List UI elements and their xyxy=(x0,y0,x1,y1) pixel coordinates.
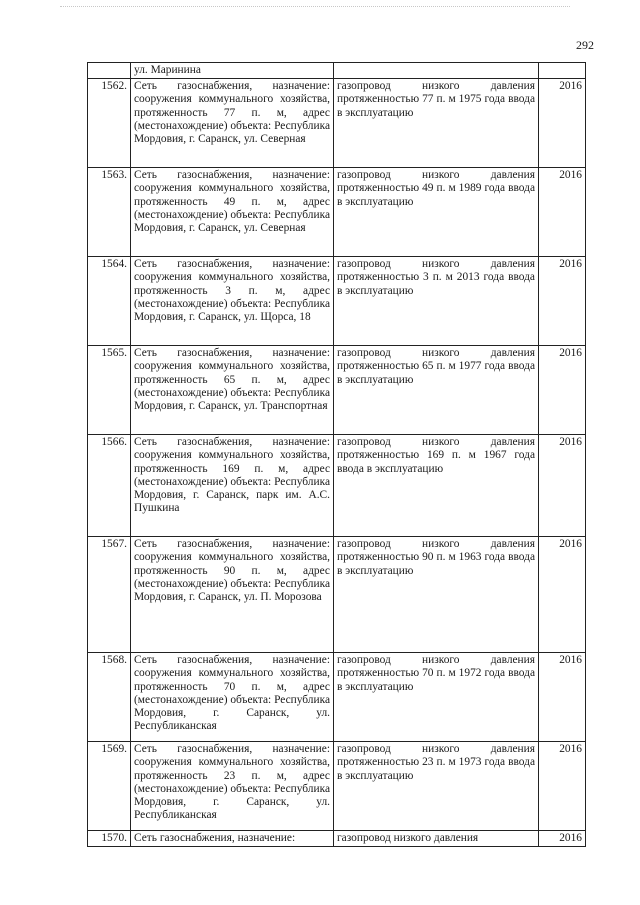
row-number: 1565. xyxy=(88,346,131,435)
object-description: Сеть газоснабжения, назначение: сооружения коммунального хозяйства, протяженность 70 п. м, адрес (местонахождение) объекта: Республика Мордовия, г. Саранск, ул. Республиканская xyxy=(131,653,334,742)
row-number: 1562. xyxy=(88,79,131,168)
table-row xyxy=(88,346,586,435)
table-row xyxy=(88,435,586,537)
object-characteristics: газопровод низкого давления протяженностью 65 п. м 1977 года ввода в эксплуатацию xyxy=(334,346,539,435)
object-description: Сеть газоснабжения, назначение: сооружения коммунального хозяйства, протяженность 77 п. м, адрес (местонахождение) объекта: Республика Мордовия, г. Саранск, ул. Северная xyxy=(131,79,334,168)
year-cell xyxy=(539,63,586,79)
object-characteristics: газопровод низкого давления протяженностью 169 п. м 1967 года ввода в эксплуатацию xyxy=(334,435,539,537)
table-row xyxy=(88,537,586,653)
row-number xyxy=(88,63,131,79)
property-registry-table xyxy=(87,62,586,847)
object-characteristics: газопровод низкого давления протяженностью 3 п. м 2013 года ввода в эксплуатацию xyxy=(334,257,539,346)
object-characteristics xyxy=(334,63,539,79)
year-cell: 2016 xyxy=(539,742,586,831)
row-number: 1570. xyxy=(88,831,131,847)
scan-artifact-line xyxy=(60,6,570,11)
row-number: 1564. xyxy=(88,257,131,346)
year-cell: 2016 xyxy=(539,257,586,346)
object-characteristics: газопровод низкого давления xyxy=(334,831,539,847)
object-characteristics: газопровод низкого давления протяженностью 23 п. м 1973 года ввода в эксплуатацию xyxy=(334,742,539,831)
object-description: Сеть газоснабжения, назначение: сооружения коммунального хозяйства, протяженность 90 п. м, адрес (местонахождение) объекта: Республика Мордовия, г. Саранск, ул. П. Морозова xyxy=(131,537,334,653)
object-characteristics: газопровод низкого давления протяженностью 90 п. м 1963 года ввода в эксплуатацию xyxy=(334,537,539,653)
year-cell: 2016 xyxy=(539,831,586,847)
table-row xyxy=(88,742,586,831)
object-description: Сеть газоснабжения, назначение: сооружения коммунального хозяйства, протяженность 49 п. м, адрес (местонахождение) объекта: Республика Мордовия, г. Саранск, ул. Северная xyxy=(131,168,334,257)
row-number: 1568. xyxy=(88,653,131,742)
row-number: 1569. xyxy=(88,742,131,831)
object-description: ул. Маринина xyxy=(131,63,334,79)
object-description: Сеть газоснабжения, назначение: сооружения коммунального хозяйства, протяженность 65 п. м, адрес (местонахождение) объекта: Республика Мордовия, г. Саранск, ул. Транспортная xyxy=(131,346,334,435)
page-number: 292 xyxy=(576,38,594,52)
year-cell: 2016 xyxy=(539,346,586,435)
year-cell: 2016 xyxy=(539,653,586,742)
object-characteristics: газопровод низкого давления протяженностью 70 п. м 1972 года ввода в эксплуатацию xyxy=(334,653,539,742)
table-row xyxy=(88,168,586,257)
object-description: Сеть газоснабжения, назначение: xyxy=(131,831,334,847)
table-row xyxy=(88,63,586,79)
year-cell: 2016 xyxy=(539,79,586,168)
year-cell: 2016 xyxy=(539,537,586,653)
row-number: 1563. xyxy=(88,168,131,257)
row-number: 1566. xyxy=(88,435,131,537)
table-row xyxy=(88,831,586,847)
object-characteristics: газопровод низкого давления протяженностью 77 п. м 1975 года ввода в эксплуатацию xyxy=(334,79,539,168)
table-row xyxy=(88,653,586,742)
row-number: 1567. xyxy=(88,537,131,653)
table-row xyxy=(88,257,586,346)
object-description: Сеть газоснабжения, назначение: сооружения коммунального хозяйства, протяженность 23 п. м, адрес (местонахождение) объекта: Республика Мордовия, г. Саранск, ул. Республиканская xyxy=(131,742,334,831)
object-description: Сеть газоснабжения, назначение: сооружения коммунального хозяйства, протяженность 169 п. м, адрес (местонахождение) объекта: Республика Мордовия, г. Саранск, парк им. А.С. Пушкина xyxy=(131,435,334,537)
object-description: Сеть газоснабжения, назначение: сооружения коммунального хозяйства, протяженность 3 п. м, адрес (местонахождение) объекта: Республика Мордовия, г. Саранск, ул. Щорса, 18 xyxy=(131,257,334,346)
table-row xyxy=(88,79,586,168)
year-cell: 2016 xyxy=(539,435,586,537)
object-characteristics: газопровод низкого давления протяженностью 49 п. м 1989 года ввода в эксплуатацию xyxy=(334,168,539,257)
year-cell: 2016 xyxy=(539,168,586,257)
